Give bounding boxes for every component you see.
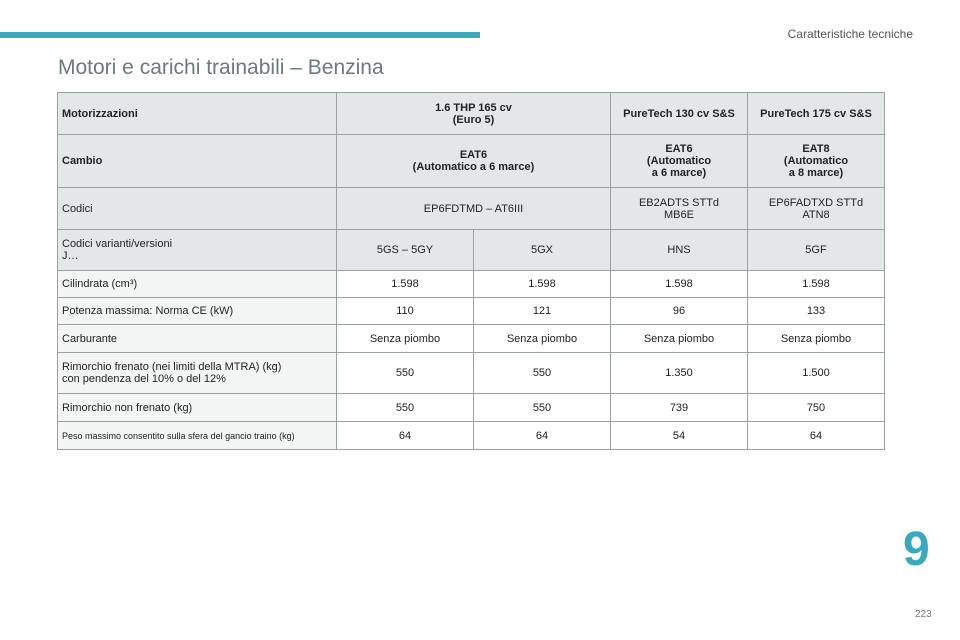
row-label: Cilindrata (cm³) <box>58 271 337 298</box>
cell: 133 <box>748 298 885 325</box>
cell: 750 <box>748 394 885 422</box>
cell: 1.6 THP 165 cv (Euro 5) <box>337 93 611 135</box>
row-label: Cambio <box>58 135 337 188</box>
table-row <box>58 188 885 230</box>
table-row <box>58 298 885 325</box>
cell: 1.598 <box>337 271 474 298</box>
cell: 550 <box>474 353 611 394</box>
row-label: Rimorchio non frenato (kg) <box>58 394 337 422</box>
cell: 1.350 <box>611 353 748 394</box>
row-label: Codici <box>58 188 337 230</box>
chapter-number: 9 <box>903 523 930 576</box>
row-label: Rimorchio frenato (nei limiti della MTRA) (kg) con pendenza del 10% o del 12% <box>58 353 337 394</box>
cell: EAT8 (Automatico a 8 marce) <box>748 135 885 188</box>
cell: 1.598 <box>748 271 885 298</box>
cell: 550 <box>474 394 611 422</box>
page-number: 223 <box>915 609 932 620</box>
cell: Senza piombo <box>611 325 748 353</box>
cell: EP6FDTMD – AT6III <box>337 188 611 230</box>
cell: 739 <box>611 394 748 422</box>
cell: PureTech 175 cv S&S <box>748 93 885 135</box>
table-row <box>58 394 885 422</box>
cell: 550 <box>337 353 474 394</box>
cell: 1.598 <box>474 271 611 298</box>
header-accent-bar <box>0 32 480 38</box>
table-row <box>58 353 885 394</box>
row-label: Motorizzazioni <box>58 93 337 135</box>
table-row <box>58 230 885 271</box>
cell: Senza piombo <box>474 325 611 353</box>
cell: EAT6 (Automatico a 6 marce) <box>611 135 748 188</box>
table-row <box>58 271 885 298</box>
cell: 64 <box>474 422 611 450</box>
cell: Senza piombo <box>748 325 885 353</box>
cell: 1.500 <box>748 353 885 394</box>
cell: Senza piombo <box>337 325 474 353</box>
cell: 550 <box>337 394 474 422</box>
cell: EB2ADTS STTd MB6E <box>611 188 748 230</box>
cell: 5GX <box>474 230 611 271</box>
cell: 64 <box>748 422 885 450</box>
table-row <box>58 422 885 450</box>
row-label: Carburante <box>58 325 337 353</box>
page-title: Motori e carichi trainabili – Benzina <box>58 56 384 79</box>
row-label: Peso massimo consentito sulla sfera del gancio traino (kg) <box>58 422 337 450</box>
row-label: Potenza massima: Norma CE (kW) <box>58 298 337 325</box>
table-row <box>58 325 885 353</box>
cell: 121 <box>474 298 611 325</box>
section-title: Caratteristiche tecniche <box>787 27 913 41</box>
cell: 64 <box>337 422 474 450</box>
cell: 96 <box>611 298 748 325</box>
row-label: Codici varianti/versioni J… <box>58 230 337 271</box>
table-row <box>58 135 885 188</box>
cell: 5GF <box>748 230 885 271</box>
cell: EP6FADTXD STTd ATN8 <box>748 188 885 230</box>
cell: EAT6 (Automatico a 6 marce) <box>337 135 611 188</box>
cell: PureTech 130 cv S&S <box>611 93 748 135</box>
table-row <box>58 93 885 135</box>
cell: 110 <box>337 298 474 325</box>
cell: 1.598 <box>611 271 748 298</box>
engine-table <box>57 92 885 450</box>
cell: 54 <box>611 422 748 450</box>
cell: 5GS – 5GY <box>337 230 474 271</box>
cell: HNS <box>611 230 748 271</box>
